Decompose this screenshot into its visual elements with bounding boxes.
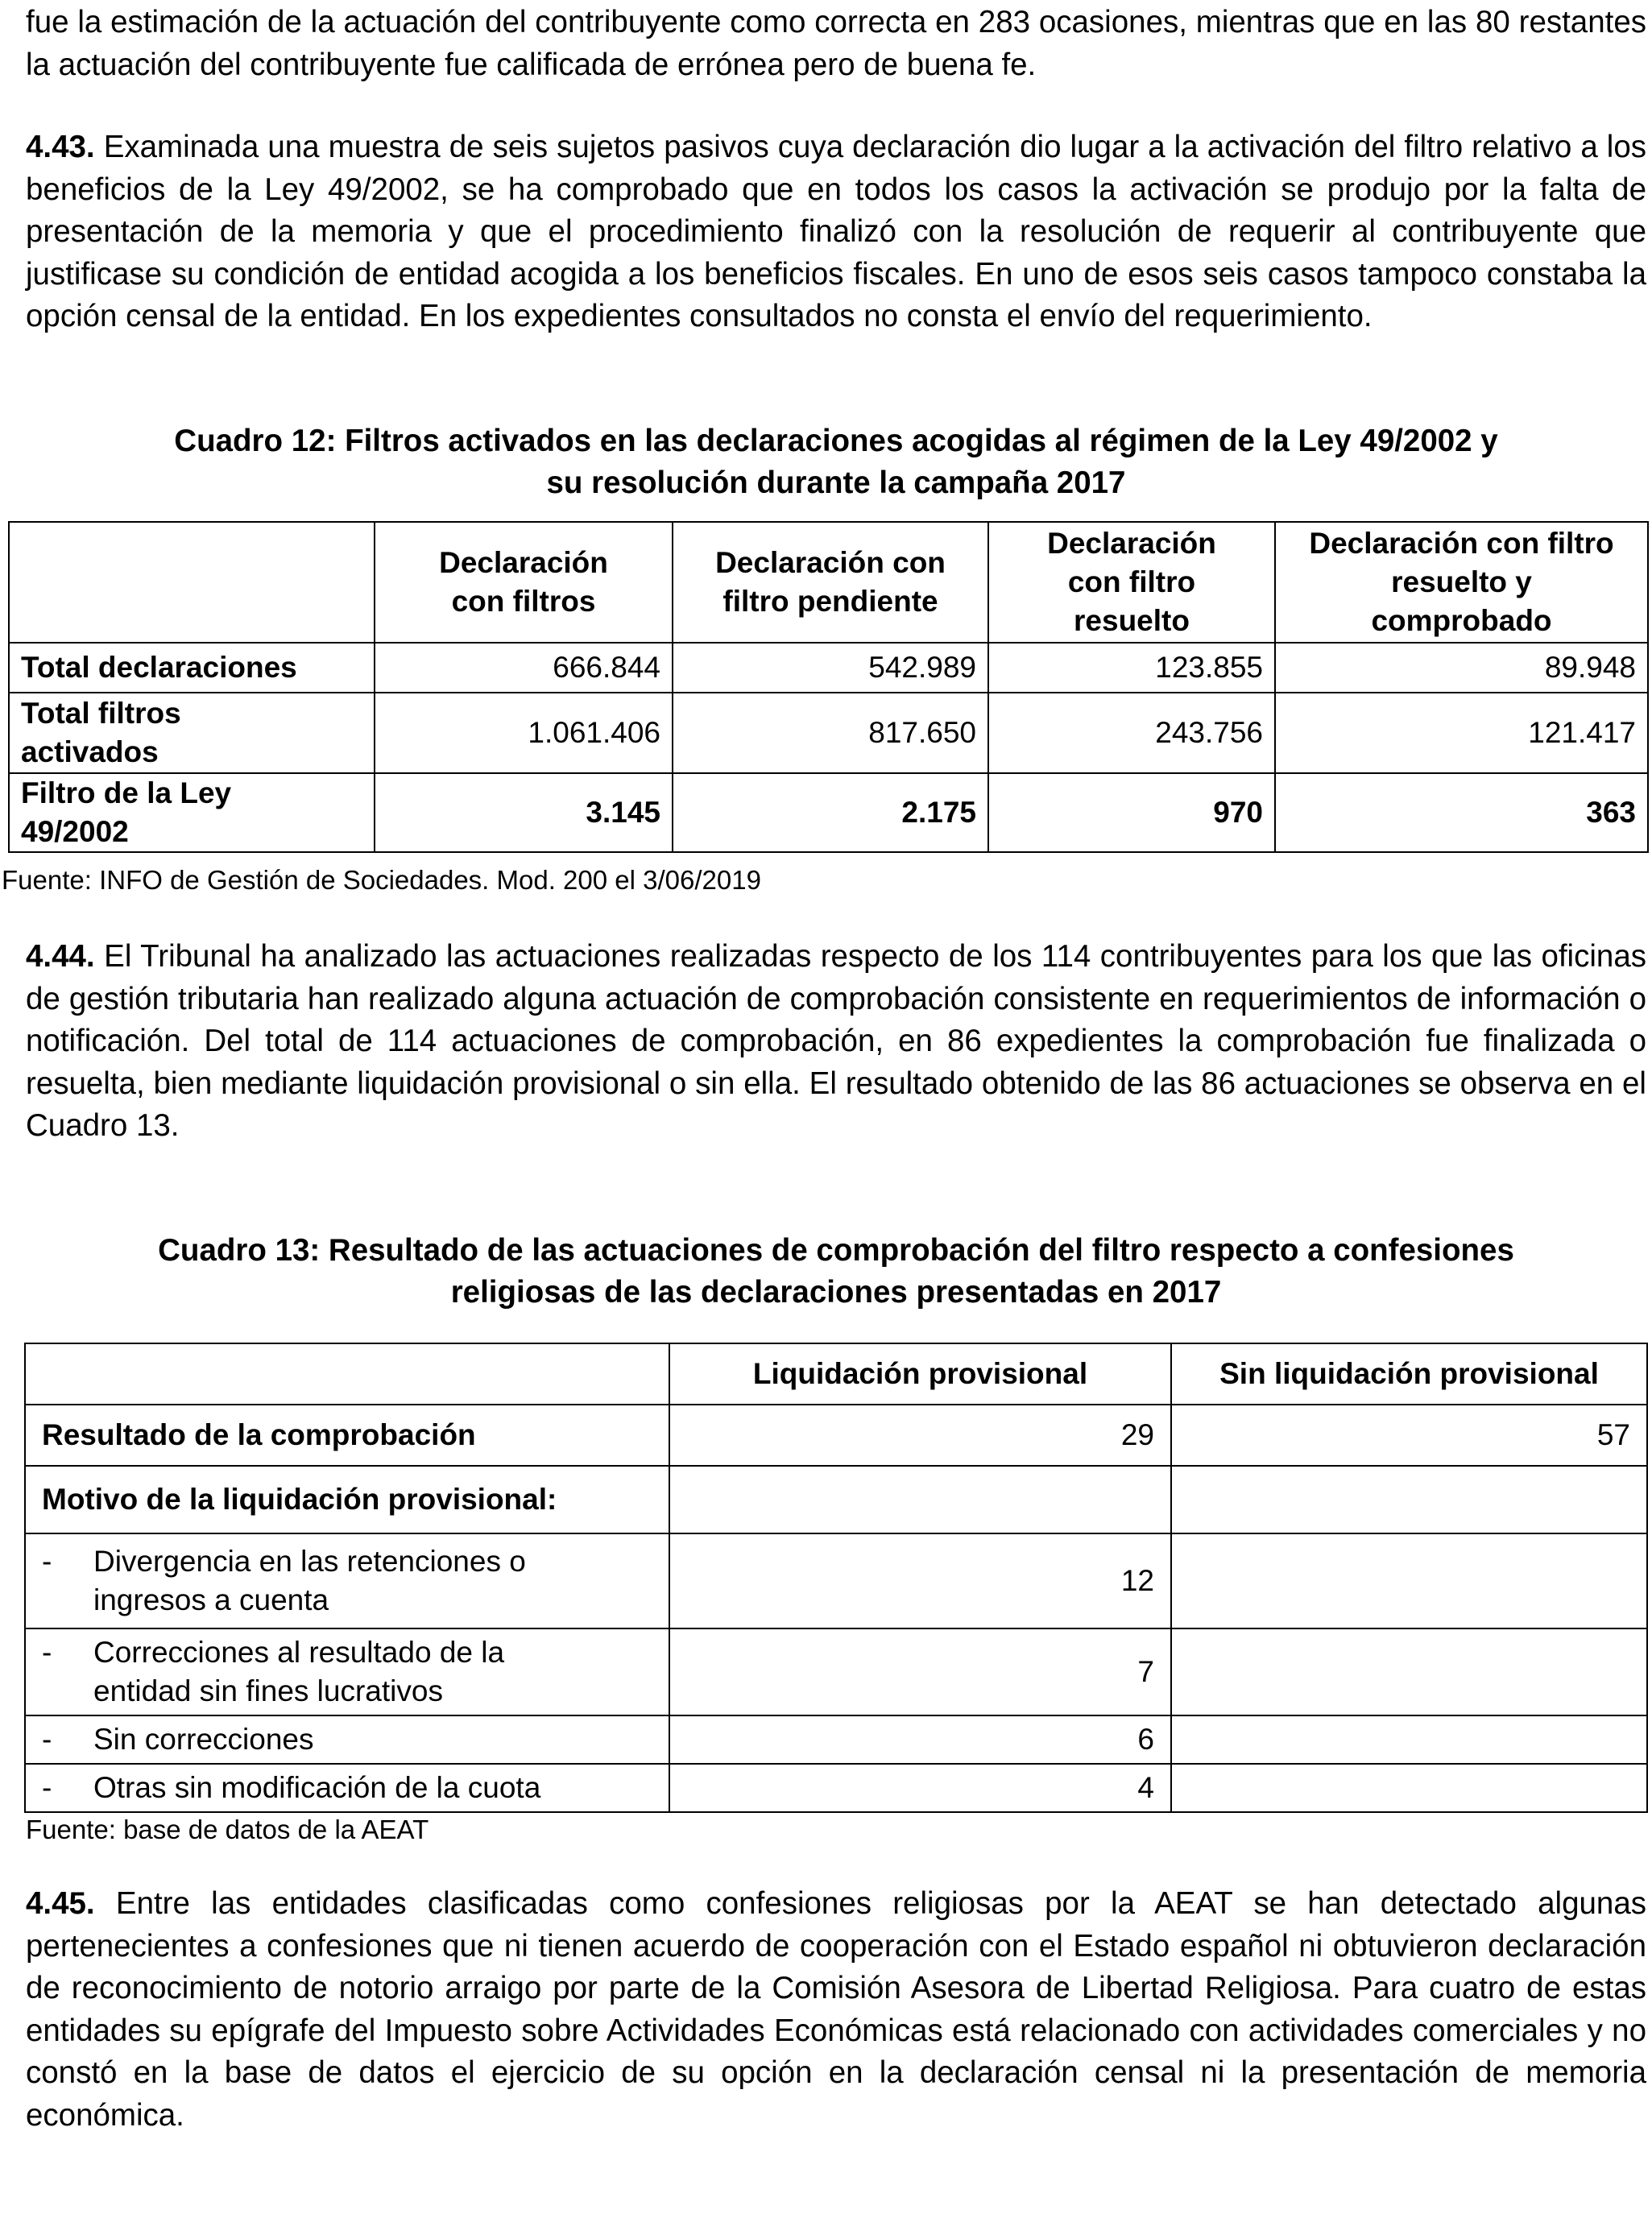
table13 — [24, 1343, 1648, 1813]
table12-header-col1: Declaración con filtros — [375, 522, 673, 643]
paragraph-number: 4.45. — [26, 1886, 95, 1921]
table13-caption — [26, 1230, 1646, 1314]
paragraph-text: El Tribunal ha analizado las actuaciones realizadas respecto de los 114 contribuyentes para los que las oficinas de gestión tributaria han realizado alguna actuación de comprobación consistente en requerimientos de información o notificación. Del total de 114 actuaciones de comprobación, en 86 expedientes la comprobación fue finalizada o resuelta, bien mediante liquidación provisional o sin ella. El resultado obtenido de las 86 actuaciones se observa en el Cuadro 13. — [26, 939, 1646, 1143]
table13-motive-item: - Otras sin modificación de la cuota — [25, 1764, 669, 1812]
paragraph-number: 4.44. — [26, 939, 95, 974]
table13-motive-label: Motivo de la liquidación provisional: — [25, 1466, 669, 1533]
table13-result-label: Resultado de la comprobación — [25, 1405, 669, 1466]
table12-caption — [26, 420, 1646, 504]
paragraph-text: Entre las entidades clasificadas como confesiones religiosas por la AEAT se han detectado algunas pertenecientes a confesiones que ni tienen acuerdo de cooperación con el Estado español ni obtuvieron declaración de reconocimiento de notorio arraigo por parte de la Comisión Asesora de Libertad Religiosa. Para cuatro de estas entidades su epígrafe del Impuesto sobre Actividades Económicas está relacionado con actividades comerciales y no constó en la base de datos el ejercicio de su opción en la declaración censal ni la presentación de memoria económica. — [26, 1886, 1646, 2133]
table13-cell — [1171, 1715, 1647, 1764]
table13-cell — [1171, 1764, 1647, 1812]
paragraph-intro — [26, 2, 1646, 86]
table-row — [25, 1628, 1647, 1715]
table-row — [9, 773, 1648, 852]
table12 — [8, 521, 1649, 853]
table12-cell: 2.175 — [673, 773, 988, 852]
table13-caption-line2: religiosas de las declaraciones presentadas en 2017 — [450, 1275, 1222, 1310]
table13-cell: 6 — [669, 1715, 1171, 1764]
table13-header-row — [25, 1343, 1647, 1405]
paragraph-text: Examinada una muestra de seis sujetos pasivos cuya declaración dio lugar a la activación del filtro relativo a los beneficios de la Ley 49/2002, se ha comprobado que en todos los casos la activación se produjo por la falta de presentación de la memoria y que el procedimiento finalizó con la resolución de requerir al contribuyente que justificase su condición de entidad acogida a los beneficios fiscales. En uno de esos seis casos tampoco constaba la opción censal de la entidad. En los expedientes consultados no consta el envío del requerimiento. — [26, 130, 1646, 333]
table13-cell — [669, 1466, 1171, 1533]
table12-cell: 1.061.406 — [375, 693, 673, 773]
paragraph-intro-text: fue la estimación de la actuación del contribuyente como correcta en 283 ocasiones, mientras que en las 80 restantes la actuación del contribuyente fue calificada de errónea pero de buena fe. — [26, 5, 1646, 82]
table-row — [9, 643, 1648, 693]
paragraph-number: 4.43. — [26, 130, 95, 164]
table12-cell: 243.756 — [988, 693, 1275, 773]
table13-header-empty — [25, 1343, 669, 1405]
table12-cell: 121.417 — [1275, 693, 1648, 773]
table12-header-col2: Declaración con filtro pendiente — [673, 522, 988, 643]
table12-row-label: Total declaraciones — [9, 643, 375, 693]
table12-cell: 666.844 — [375, 643, 673, 693]
table12-header-row — [9, 522, 1648, 643]
table12-row-label: Filtro de la Ley 49/2002 — [9, 773, 375, 852]
table13-cell: 4 — [669, 1764, 1171, 1812]
table12-source: Fuente: INFO de Gestión de Sociedades. Mod. 200 el 3/06/2019 — [2, 865, 761, 895]
table13-cell: 57 — [1171, 1405, 1647, 1466]
table13-motive-item: - Correcciones al resultado de la entidad sin fines lucrativos — [25, 1628, 669, 1715]
table13-source: Fuente: base de datos de la AEAT — [26, 1815, 429, 1844]
paragraph-4-44 — [26, 936, 1646, 1148]
table12-cell: 363 — [1275, 773, 1648, 852]
table13-cell: 7 — [669, 1628, 1171, 1715]
table13-header-col2: Sin liquidación provisional — [1171, 1343, 1647, 1405]
table13-cell: 29 — [669, 1405, 1171, 1466]
table13-cell — [1171, 1628, 1647, 1715]
table13-caption-line1: Cuadro 13: Resultado de las actuaciones de comprobación del filtro respecto a confesiones — [158, 1233, 1514, 1268]
table-row — [9, 693, 1648, 773]
table12-cell: 970 — [988, 773, 1275, 852]
table12-caption-line1: Cuadro 12: Filtros activados en las declaraciones acogidas al régimen de la Ley 49/2002 y — [174, 424, 1498, 458]
table-row — [25, 1405, 1647, 1466]
table-row — [25, 1466, 1647, 1533]
table-row — [25, 1764, 1647, 1812]
table12-caption-line2: su resolución durante la campaña 2017 — [546, 466, 1126, 500]
table12-row-label: Total filtros activados — [9, 693, 375, 773]
table12-cell: 3.145 — [375, 773, 673, 852]
table12-cell: 817.650 — [673, 693, 988, 773]
table13-cell — [1171, 1466, 1647, 1533]
paragraph-4-43 — [26, 126, 1646, 338]
table13-cell: 12 — [669, 1533, 1171, 1628]
table13-motive-item: - Sin correcciones — [25, 1715, 669, 1764]
table-row — [25, 1533, 1647, 1628]
table12-cell: 123.855 — [988, 643, 1275, 693]
table13-motive-item: - Divergencia en las retenciones o ingresos a cuenta — [25, 1533, 669, 1628]
table12-header-col3: Declaración con filtro resuelto — [988, 522, 1275, 643]
table-row — [25, 1715, 1647, 1764]
table13-cell — [1171, 1533, 1647, 1628]
table12-header-empty — [9, 522, 375, 643]
paragraph-4-45 — [26, 1883, 1646, 2137]
table12-header-col4: Declaración con filtro resuelto y comprobado — [1275, 522, 1648, 643]
table12-cell: 89.948 — [1275, 643, 1648, 693]
table13-header-col1: Liquidación provisional — [669, 1343, 1171, 1405]
table12-cell: 542.989 — [673, 643, 988, 693]
